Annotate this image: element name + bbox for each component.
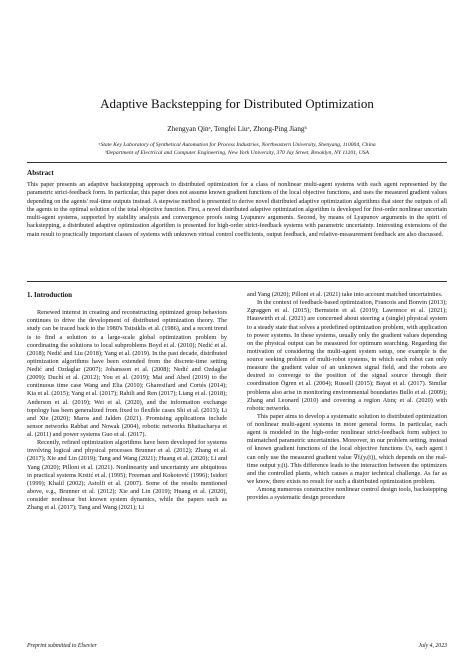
right-column xyxy=(247,291,447,502)
intro-paragraph-continued: and Yang (2020); Pilloni et al. (2021) take into account matched uncertainties. xyxy=(247,291,443,298)
intro-paragraph-1: Renewed interest in creating and reconstructing optimized group behaviors continues to drive the development of distributed optimization theory. The study can be traced back to the 1980's Tsitsiklis et al. (1986), and a recent trend is to find a solution to a large-scale global optimization problem by coordinating the solutions to local subproblems Boyd et al. (2010); Nedić et al. (2018); Nedić and Liu (2018); Yang et al. (2019). In the past decade, distributed optimization algorithms have been extended from the discrete-time setting Nedić and Ozdaglar (2007); Johansson et al. (2008); Nedić and Ozdaglar (2009); Duchi et al. (2012); You et al. (2019); Mai and Abed (2019) to the continuous time case Wang and Elia (2010); Gharesifard and Cortés (2014); Kia et al. (2015); Yang et al. (2017); Rahili and Ren (2017); Liang et al. (2018); Anderson et al. (2019); Wei et al. (2020), and the information exchange topology has been generalized from fixed to flexible cases Shi et al. (2013); Li and Xie (2020); Maros and Jalden (2021). Promising applications include sensor networks Rabbat and Nowak (2004), robotic networks Bhattacharya et al. (2011) and power systems Guo et al. (2017). xyxy=(27,309,227,438)
abstract-bottom-rule xyxy=(27,281,447,282)
intro-paragraph-4: This paper aims to develop a systematic solution to distributed optimization of nonlinear multi-agent systems in more general forms. In particular, each agent is modeled in the high-order nonlinear strict-feedback form subject to mismatched parametric uncertainties. Moreover, in our problem setting, instead of known gradient functions of the local objective functions fᵢ's, each agent i can only use the measured gradient value ∇fᵢ(yᵢ(t)), which depends on the real-time output yᵢ(t). This difference leads to the interaction between the optimizers and the controlled plants, which causes a major technical challenge. As far as we know, there exists no result for such a distributed optimization problem. xyxy=(247,412,447,485)
affiliations xyxy=(40,141,434,157)
paper-title: Adaptive Backstepping for Distributed Optimization xyxy=(100,96,374,111)
affiliation-a: ᵃState Key Laboratory of Synthetical Automation for Process Industries, Northeastern University, Shenyang, 110004, China xyxy=(98,142,376,148)
author-list: Zhengyan Qinᵃ, Tengfei Liuᵃ, Zhong-Ping Jiangᵇ xyxy=(167,125,307,133)
preprint-note: Preprint submitted to Elsevier xyxy=(27,643,97,649)
abstract-top-rule xyxy=(27,162,447,163)
intro-paragraph-5: Among numerous constructive nonlinear control design tools, backstepping provides a systematic design procedure xyxy=(247,486,447,502)
intro-paragraph-3: In the context of feedback-based optimization, Francois and Bonvin (2013); Zgraggen et al. (2015); Bernstein et al. (2019); Lawrence et al. (2021); Hauswirth et al. (2021) are concerned about steering a (single) physical system to a steady state that solves a predefined optimization problem, with application to power systems. In these systems, usually only the gradient values depending on the physical output can be measured for optimum searching. Regarding the motivation of considering the multi-agent system setup, one example is the source seeking problem of multi-robot systems, in which each robot can only measure the gradient value of an unknown signal field, and the robots are desired to converge to the position of the signal source through their coordination Ögren et al. (2004); Russell (2015); Bayat et al. (2017). Similar problems also arise in monitoring environmental boundaries Bullo et al. (2009); Zhang and Leonard (2010) and covering a region Atınç et al. (2020) with robotic networks. xyxy=(247,299,447,412)
affiliation-b: ᵇDepartment of Electrical and Computer Engineering, New York University, 370 Jay Street, Brooklyn, NY 11201, USA xyxy=(105,150,369,156)
section-heading-introduction: 1. Introduction xyxy=(27,291,72,299)
abstract-body: This paper presents an adaptive backstepping approach to distributed optimization for a class of nonlinear multi-agent systems with each agent represented by the parametric strict-feedback form. In particular, this paper does not assume known gradient functions of the local objective functions, and uses the measured gradient values depending on the agents' real-time outputs instead. A stepwise method is presented to derive novel distributed adaptive optimization algorithms that steer the outputs of all the agents to the optimal solution of the total objective function. First, a novel distributed adaptive optimization algorithm is developed for first-order nonlinear uncertain multi-agent systems, supported by stability analysis and convergence proofs using Lyapunov arguments. Second, by means of Lyapunov arguments in the spirit of backstepping, a distributed adaptive optimization algorithm is presented for high-order strict-feedback systems with parametric uncertainty. Interesting extensions of the main result to practically important classes of systems with unknown virtual control coefficients, output feedback, and relative-measurement feedback are also discussed. xyxy=(27,182,447,238)
date-note: July 4, 2023 xyxy=(418,643,447,649)
left-column xyxy=(27,291,227,512)
abstract-heading: Abstract xyxy=(27,169,54,177)
intro-paragraph-2: Recently, refined optimization algorithms have been developed for systems involving logical and physical processes Brunner et al. (2012); Zhang et al. (2017); Xie and Lin (2019); Tang and Wang (2021); Huang et al. (2020); Li and Yang (2020); Pilloni et al. (2021). Nonlinearity and uncertainty are ubiquitous in practical systems Krstić et al. (1995); Freeman and Kokotović (1996); Isidori (1999); Khalil (2002); Astolfi et al. (2007). Some of the results mentioned above, e.g., Brunner et al. (2012); Xie and Lin (2019); Huang et al. (2020), consider nonlinear but known system dynamics, while the papers such as Zhang et al. (2017); Tang and Wang (2021); Li xyxy=(27,439,227,512)
